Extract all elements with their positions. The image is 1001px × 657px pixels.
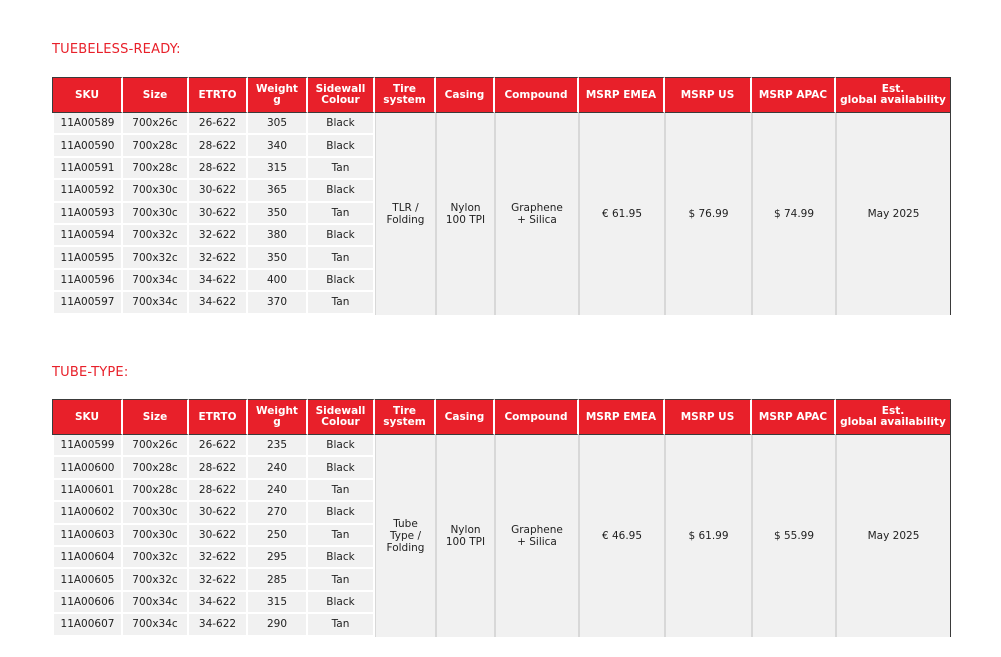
column-header-size: Size xyxy=(123,77,189,113)
column-header-tire-system: Tire system xyxy=(375,399,436,435)
cell-size: 700x28c xyxy=(123,457,189,479)
cell-etrto: 32-622 xyxy=(189,569,248,591)
cell-sku: 11A00605 xyxy=(52,569,123,591)
cell-colour: Black xyxy=(308,592,375,614)
cell-size: 700x28c xyxy=(123,480,189,502)
spec-table-tubeless xyxy=(52,77,951,315)
cell-etrto: 32-622 xyxy=(189,247,248,269)
cell-sku: 11A00597 xyxy=(52,292,123,314)
cell-weight: 350 xyxy=(248,203,308,225)
cell-etrto: 26-622 xyxy=(189,113,248,135)
cell-etrto: 26-622 xyxy=(189,435,248,457)
column-header-compound: Compound xyxy=(495,77,579,113)
cell-size: 700x30c xyxy=(123,502,189,524)
table-row xyxy=(52,113,951,135)
cell-compound: Graphene + Silica xyxy=(495,435,579,637)
cell-sku: 11A00606 xyxy=(52,592,123,614)
column-header-msrp-apac: MSRP APAC xyxy=(752,77,836,113)
cell-sku: 11A00596 xyxy=(52,270,123,292)
cell-weight: 240 xyxy=(248,457,308,479)
cell-size: 700x30c xyxy=(123,180,189,202)
cell-sku: 11A00607 xyxy=(52,614,123,636)
cell-size: 700x32c xyxy=(123,225,189,247)
cell-weight: 350 xyxy=(248,247,308,269)
cell-weight: 315 xyxy=(248,158,308,180)
cell-weight: 305 xyxy=(248,113,308,135)
cell-msrp-apac: $ 55.99 xyxy=(752,435,836,637)
cell-etrto: 30-622 xyxy=(189,180,248,202)
cell-etrto: 34-622 xyxy=(189,592,248,614)
cell-size: 700x34c xyxy=(123,270,189,292)
cell-weight: 240 xyxy=(248,480,308,502)
cell-size: 700x34c xyxy=(123,614,189,636)
cell-etrto: 34-622 xyxy=(189,614,248,636)
column-header-msrp-us: MSRP US xyxy=(665,399,752,435)
spec-table-tube-type xyxy=(52,399,951,637)
cell-size: 700x26c xyxy=(123,435,189,457)
column-header-availability: Est. global availability xyxy=(836,77,951,113)
cell-tire-system: TLR / Folding xyxy=(375,113,436,315)
section-title-tube-type: TUBE-TYPE: xyxy=(52,365,129,380)
table-row xyxy=(52,435,951,457)
cell-etrto: 28-622 xyxy=(189,135,248,157)
cell-colour: Tan xyxy=(308,480,375,502)
cell-size: 700x32c xyxy=(123,569,189,591)
cell-etrto: 28-622 xyxy=(189,158,248,180)
table-header-row xyxy=(52,399,951,435)
cell-weight: 270 xyxy=(248,502,308,524)
column-header-casing: Casing xyxy=(436,77,495,113)
cell-etrto: 34-622 xyxy=(189,292,248,314)
cell-weight: 290 xyxy=(248,614,308,636)
cell-colour: Tan xyxy=(308,525,375,547)
cell-etrto: 30-622 xyxy=(189,203,248,225)
cell-weight: 250 xyxy=(248,525,308,547)
column-header-etrto: ETRTO xyxy=(189,399,248,435)
cell-msrp-emea: € 61.95 xyxy=(579,113,665,315)
cell-sku: 11A00593 xyxy=(52,203,123,225)
cell-casing: Nylon 100 TPI xyxy=(436,435,495,637)
cell-colour: Black xyxy=(308,270,375,292)
cell-sku: 11A00603 xyxy=(52,525,123,547)
cell-colour: Tan xyxy=(308,292,375,314)
cell-availability: May 2025 xyxy=(836,113,951,315)
cell-colour: Tan xyxy=(308,614,375,636)
column-header-sku: SKU xyxy=(52,399,123,435)
cell-weight: 380 xyxy=(248,225,308,247)
column-header-msrp-emea: MSRP EMEA xyxy=(579,77,665,113)
cell-compound: Graphene + Silica xyxy=(495,113,579,315)
cell-sku: 11A00595 xyxy=(52,247,123,269)
cell-etrto: 32-622 xyxy=(189,547,248,569)
cell-etrto: 30-622 xyxy=(189,502,248,524)
cell-colour: Black xyxy=(308,457,375,479)
cell-weight: 235 xyxy=(248,435,308,457)
column-header-weight: Weight g xyxy=(248,77,308,113)
cell-sku: 11A00600 xyxy=(52,457,123,479)
cell-colour: Tan xyxy=(308,247,375,269)
cell-size: 700x34c xyxy=(123,292,189,314)
cell-size: 700x30c xyxy=(123,203,189,225)
cell-sku: 11A00589 xyxy=(52,113,123,135)
column-header-msrp-apac: MSRP APAC xyxy=(752,399,836,435)
cell-colour: Tan xyxy=(308,569,375,591)
column-header-casing: Casing xyxy=(436,399,495,435)
column-header-compound: Compound xyxy=(495,399,579,435)
cell-colour: Black xyxy=(308,435,375,457)
cell-colour: Black xyxy=(308,225,375,247)
column-header-size: Size xyxy=(123,399,189,435)
column-header-availability: Est. global availability xyxy=(836,399,951,435)
column-header-sidewall-colour: Sidewall Colour xyxy=(308,399,375,435)
cell-sku: 11A00602 xyxy=(52,502,123,524)
section-title-tubeless: TUEBELESS-READY: xyxy=(52,42,181,57)
cell-sku: 11A00604 xyxy=(52,547,123,569)
cell-weight: 400 xyxy=(248,270,308,292)
cell-etrto: 30-622 xyxy=(189,525,248,547)
cell-msrp-emea: € 46.95 xyxy=(579,435,665,637)
cell-size: 700x26c xyxy=(123,113,189,135)
cell-size: 700x34c xyxy=(123,592,189,614)
cell-colour: Black xyxy=(308,502,375,524)
cell-colour: Tan xyxy=(308,203,375,225)
cell-sku: 11A00591 xyxy=(52,158,123,180)
cell-sku: 11A00599 xyxy=(52,435,123,457)
column-header-sidewall-colour: Sidewall Colour xyxy=(308,77,375,113)
cell-msrp-apac: $ 74.99 xyxy=(752,113,836,315)
cell-size: 700x32c xyxy=(123,247,189,269)
column-header-sku: SKU xyxy=(52,77,123,113)
cell-size: 700x28c xyxy=(123,158,189,180)
cell-weight: 365 xyxy=(248,180,308,202)
cell-colour: Tan xyxy=(308,158,375,180)
cell-weight: 340 xyxy=(248,135,308,157)
cell-availability: May 2025 xyxy=(836,435,951,637)
cell-colour: Black xyxy=(308,113,375,135)
cell-size: 700x30c xyxy=(123,525,189,547)
cell-casing: Nylon 100 TPI xyxy=(436,113,495,315)
cell-msrp-us: $ 61.99 xyxy=(665,435,752,637)
column-header-etrto: ETRTO xyxy=(189,77,248,113)
cell-sku: 11A00590 xyxy=(52,135,123,157)
table-header-row xyxy=(52,77,951,113)
cell-weight: 370 xyxy=(248,292,308,314)
cell-colour: Black xyxy=(308,135,375,157)
cell-tire-system: Tube Type / Folding xyxy=(375,435,436,637)
cell-msrp-us: $ 76.99 xyxy=(665,113,752,315)
cell-sku: 11A00592 xyxy=(52,180,123,202)
cell-size: 700x32c xyxy=(123,547,189,569)
cell-weight: 295 xyxy=(248,547,308,569)
column-header-msrp-us: MSRP US xyxy=(665,77,752,113)
cell-weight: 315 xyxy=(248,592,308,614)
cell-etrto: 28-622 xyxy=(189,480,248,502)
cell-weight: 285 xyxy=(248,569,308,591)
cell-sku: 11A00594 xyxy=(52,225,123,247)
cell-colour: Black xyxy=(308,180,375,202)
column-header-weight: Weight g xyxy=(248,399,308,435)
cell-sku: 11A00601 xyxy=(52,480,123,502)
cell-etrto: 28-622 xyxy=(189,457,248,479)
cell-etrto: 34-622 xyxy=(189,270,248,292)
column-header-tire-system: Tire system xyxy=(375,77,436,113)
cell-size: 700x28c xyxy=(123,135,189,157)
cell-colour: Black xyxy=(308,547,375,569)
column-header-msrp-emea: MSRP EMEA xyxy=(579,399,665,435)
cell-etrto: 32-622 xyxy=(189,225,248,247)
